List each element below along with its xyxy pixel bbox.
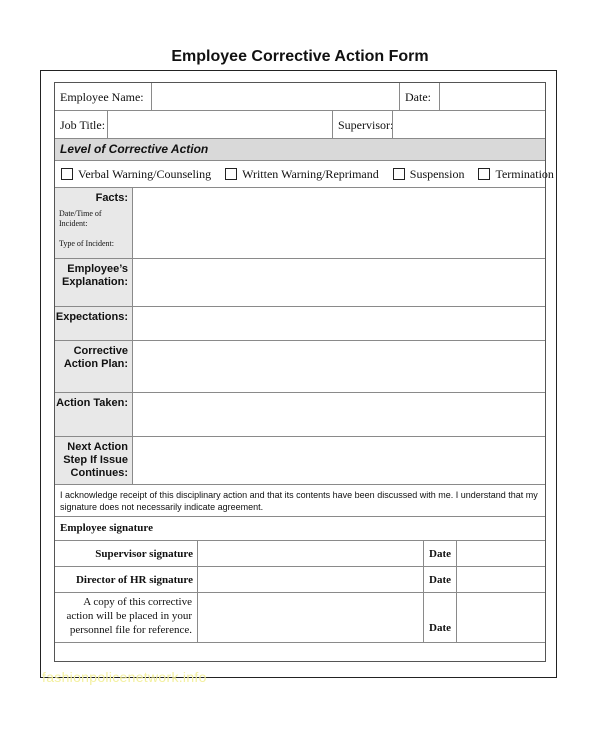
director-signature-row [55,567,545,593]
corrective-action-form [54,82,554,662]
expectations-row [55,307,545,341]
corrective-action-plan-row [55,341,545,393]
date-field[interactable] [439,83,545,110]
employee-name-field[interactable] [151,83,399,110]
checkbox-icon[interactable] [61,168,73,180]
expectations-field[interactable] [133,307,545,340]
next-action-field[interactable] [133,437,545,484]
acknowledgement-text: I acknowledge receipt of this disciplinary action and that its contents have been discussed with me. I understand that my signature does not necessarily indicate agreement. [55,485,545,517]
employee-name-label: Employee Name: [60,90,144,104]
facts-row [55,188,545,259]
form-title: Employee Corrective Action Form [171,48,429,65]
copy-date-label: Date [423,593,456,642]
action-taken-label: Action Taken: [55,393,133,436]
level-options [55,161,554,187]
type-incident-label: Type of Incident: [59,239,114,248]
option-verbal-warning[interactable]: Verbal Warning/Counseling [61,167,211,182]
copy-date-field[interactable] [456,593,545,642]
employee-explanation-row [55,259,545,307]
level-options-row [55,161,554,188]
checkbox-icon[interactable] [225,168,237,180]
copy-note-row [55,593,545,643]
bottom-blank-row [55,643,545,661]
director-date-field[interactable] [456,567,545,592]
option-suspension[interactable]: Suspension [393,167,465,182]
next-action-row [55,437,545,485]
expectations-label: Expectations: [55,307,133,340]
job-title-row [55,111,545,139]
supervisor-signature-row [55,541,545,567]
supervisor-label: Supervisor: [332,111,392,138]
level-heading: Level of Corrective Action [55,139,545,161]
next-action-label: Next Action Step If Issue Continues: [55,437,133,484]
option-written-warning[interactable]: Written Warning/Reprimand [225,167,379,182]
checkbox-icon[interactable] [393,168,405,180]
checkbox-icon[interactable] [478,168,490,180]
facts-field[interactable] [133,188,545,258]
supervisor-field[interactable] [392,111,545,138]
employee-explanation-field[interactable] [133,259,545,306]
employee-name-row [55,83,545,111]
copy-note: A copy of this corrective action will be placed in your personnel file for reference. [66,596,192,636]
copy-note-field[interactable] [197,593,423,642]
employee-signature-row[interactable] [55,517,545,541]
facts-label: Facts: Date/Time of Incident: Type of Incident: [55,188,133,258]
director-signature-label: Director of HR signature [75,574,193,586]
employee-signature-label: Employee signature [60,522,153,534]
supervisor-signature-label: Supervisor signature [95,548,193,560]
job-title-label: Job Title: [60,118,106,132]
action-taken-row [55,393,545,437]
date-label: Date: [399,83,439,110]
job-title-field[interactable] [107,111,332,138]
employee-explanation-label: Employee’s Explanation: [55,259,133,306]
watermark-text: fashionpolicenetwork.info [42,669,207,685]
action-taken-field[interactable] [133,393,545,436]
supervisor-date-field[interactable] [456,541,545,566]
director-signature-field[interactable] [197,567,423,592]
supervisor-date-label: Date [423,541,456,566]
supervisor-signature-field[interactable] [197,541,423,566]
corrective-action-plan-label: Corrective Action Plan: [55,341,133,392]
date-time-incident-label: Date/Time of Incident: [59,209,102,228]
option-termination[interactable]: Termination [478,167,553,182]
corrective-action-plan-field[interactable] [133,341,545,392]
director-date-label: Date [423,567,456,592]
